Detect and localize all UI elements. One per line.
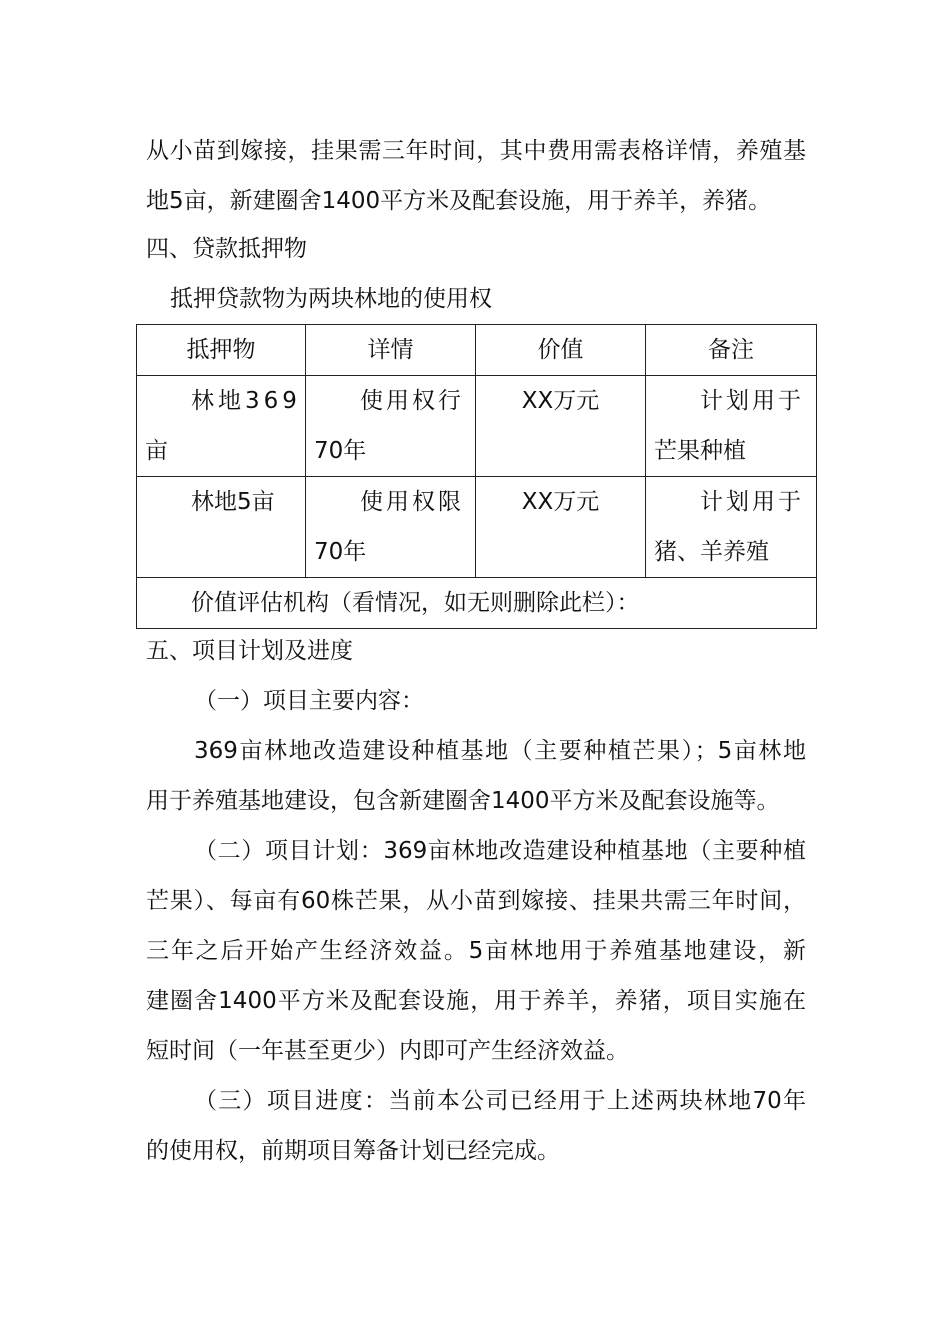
cell-line: 林地369 bbox=[191, 388, 301, 414]
table-cell-value bbox=[476, 477, 646, 578]
table-header-cell: 备注 bbox=[646, 325, 817, 376]
paragraph-line: 用于养殖基地建设，包含新建圈舍1400平方米及配套设施等。 bbox=[146, 788, 780, 814]
table-cell-note bbox=[646, 376, 817, 477]
table-cell-item bbox=[137, 376, 306, 477]
paragraph-line: 芒果）、每亩有60株芒果，从小苗到嫁接、挂果共需三年时间， bbox=[146, 888, 806, 914]
cell-line: 价值评估机构（看情况，如无则删除此栏）： bbox=[191, 590, 640, 616]
cell-line: 林地5亩 bbox=[191, 489, 275, 515]
subsection-title: （一）项目主要内容： bbox=[194, 688, 424, 714]
paragraph-line: （二）项目计划：369亩林地改造建设种植基地（主要种植 bbox=[194, 838, 806, 864]
section-heading-4: 四、贷款抵押物 bbox=[146, 236, 307, 262]
table-cell-value bbox=[476, 376, 646, 477]
paragraph-line: 建圈舍1400平方米及配套设施，用于养羊，养猪，项目实施在 bbox=[146, 988, 806, 1014]
cell-line: 使用权行 bbox=[360, 388, 464, 414]
paragraph-line: 369亩林地改造建设种植基地（主要种植芒果）；5亩林地 bbox=[194, 738, 806, 764]
mortgage-table bbox=[136, 324, 817, 629]
table-row bbox=[137, 477, 817, 578]
cell-line: 70年 bbox=[314, 539, 367, 565]
paragraph-line: 短时间（一年甚至更少）内即可产生经济效益。 bbox=[146, 1038, 629, 1064]
cell-line: 70年 bbox=[314, 438, 367, 464]
table-footer-row bbox=[137, 578, 817, 629]
paragraph-line: （三）项目进度：当前本公司已经用于上述两块林地70年 bbox=[194, 1088, 806, 1114]
table-cell-note bbox=[646, 477, 817, 578]
cell-line: XX万元 bbox=[521, 489, 600, 515]
cell-line: 使用权限 bbox=[360, 489, 464, 515]
table-cell-detail bbox=[306, 376, 476, 477]
paragraph-line: 地5亩，新建圈舍1400平方米及配套设施，用于养羊，养猪。 bbox=[146, 188, 772, 214]
cell-line: 计划用于 bbox=[700, 489, 804, 515]
paragraph-line: 三年之后开始产生经济效益。5亩林地用于养殖基地建设，新 bbox=[146, 938, 806, 964]
cell-line: 亩 bbox=[145, 438, 168, 464]
table-header-cell: 价值 bbox=[476, 325, 646, 376]
table-header-cell: 抵押物 bbox=[137, 325, 306, 376]
table-header-row bbox=[137, 325, 817, 376]
table-cell-detail bbox=[306, 477, 476, 578]
table-cell-item bbox=[137, 477, 306, 578]
section-heading-5: 五、项目计划及进度 bbox=[146, 638, 353, 664]
paragraph-line: 的使用权，前期项目筹备计划已经完成。 bbox=[146, 1138, 560, 1164]
table-row bbox=[137, 376, 817, 477]
cell-line: 芒果种植 bbox=[654, 438, 746, 464]
table-footer-cell bbox=[137, 578, 817, 629]
mortgage-intro: 抵押贷款物为两块林地的使用权 bbox=[170, 286, 492, 312]
paragraph-line: 从小苗到嫁接，挂果需三年时间，其中费用需表格详情，养殖基 bbox=[146, 138, 806, 164]
cell-line: XX万元 bbox=[521, 388, 600, 414]
cell-line: 计划用于 bbox=[700, 388, 804, 414]
table-header-cell: 详情 bbox=[306, 325, 476, 376]
cell-line: 猪、羊养殖 bbox=[654, 539, 769, 565]
